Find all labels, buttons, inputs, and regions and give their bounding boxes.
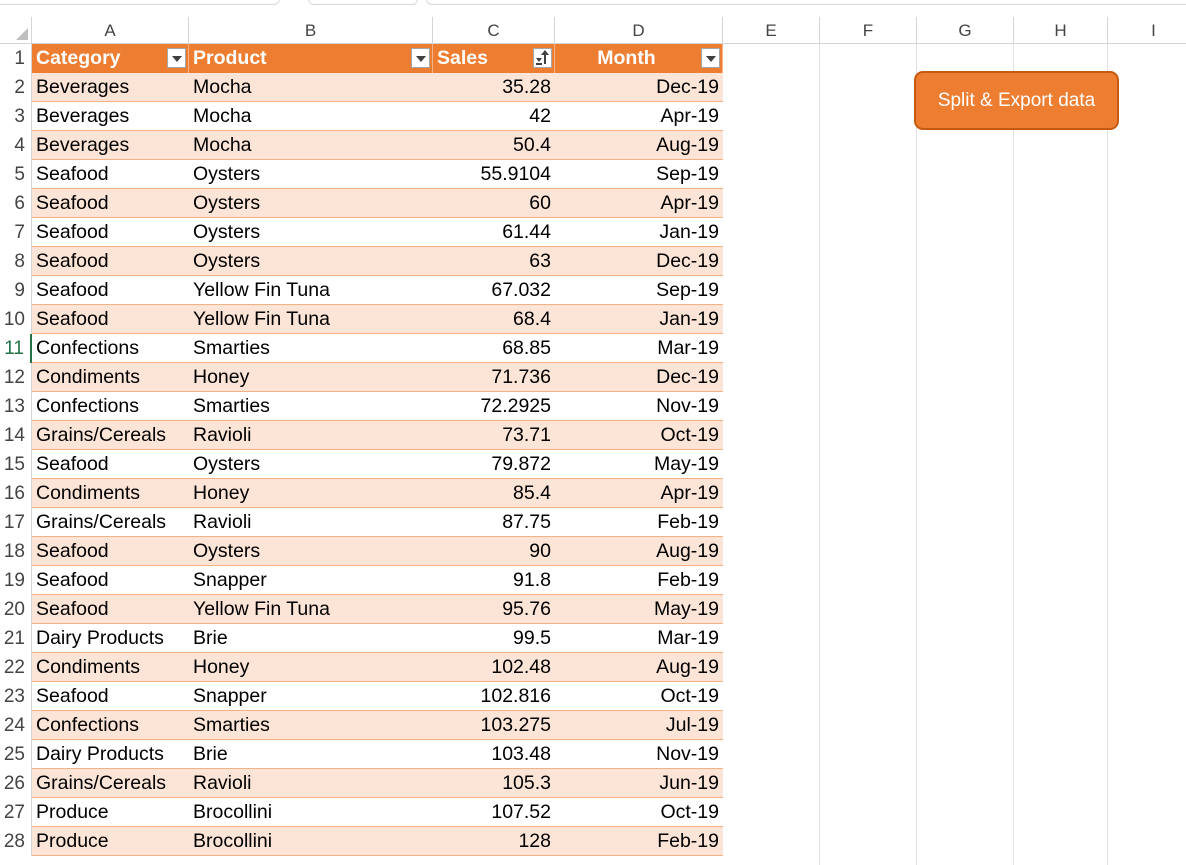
cell-category[interactable]: Beverages — [32, 102, 189, 131]
cell-month[interactable]: Sep-19 — [555, 276, 723, 305]
cell-category[interactable]: Seafood — [32, 450, 189, 479]
cell-product[interactable]: Yellow Fin Tuna — [189, 595, 433, 624]
column-header-e[interactable]: E — [723, 17, 820, 44]
cell-product[interactable]: Oysters — [189, 450, 433, 479]
formula-buttons[interactable] — [308, 0, 418, 5]
header-cell-product[interactable] — [189, 44, 433, 73]
row-header[interactable]: 22 — [0, 653, 32, 682]
cell-sales[interactable]: 55.9104 — [433, 160, 555, 189]
row-header[interactable]: 27 — [0, 798, 32, 827]
cell-sales[interactable]: 91.8 — [433, 566, 555, 595]
cell-month[interactable]: Jul-19 — [555, 711, 723, 740]
cell-category[interactable]: Seafood — [32, 247, 189, 276]
cell-month[interactable]: Apr-19 — [555, 479, 723, 508]
cell-category[interactable]: Seafood — [32, 218, 189, 247]
cell-month[interactable]: Jun-19 — [555, 769, 723, 798]
cell-sales[interactable]: 61.44 — [433, 218, 555, 247]
gridline — [1013, 44, 1014, 865]
row-header[interactable]: 1 — [0, 44, 32, 73]
row-header[interactable]: 7 — [0, 218, 32, 247]
formula-bar[interactable] — [426, 0, 1186, 5]
cell-month[interactable]: Aug-19 — [555, 653, 723, 682]
row-header[interactable]: 26 — [0, 769, 32, 798]
cell-sales[interactable]: 68.85 — [433, 334, 555, 363]
cell-category[interactable]: Grains/Cereals — [32, 421, 189, 450]
cell-month[interactable]: Mar-19 — [555, 624, 723, 653]
cell-product[interactable]: Ravioli — [189, 421, 433, 450]
cell-month[interactable]: May-19 — [555, 595, 723, 624]
row-header[interactable]: 11 — [0, 334, 32, 363]
cell-product[interactable]: Smarties — [189, 711, 433, 740]
cell-sales[interactable]: 95.76 — [433, 595, 555, 624]
row-header[interactable]: 18 — [0, 537, 32, 566]
cell-product[interactable]: Ravioli — [189, 508, 433, 537]
row-header[interactable]: 15 — [0, 450, 32, 479]
cell-month[interactable]: Jan-19 — [555, 305, 723, 334]
cell-sales[interactable]: 102.816 — [433, 682, 555, 711]
cell-category[interactable]: Condiments — [32, 653, 189, 682]
cell-sales[interactable]: 63 — [433, 247, 555, 276]
cell-category[interactable]: Beverages — [32, 131, 189, 160]
cell-category[interactable]: Dairy Products — [32, 624, 189, 653]
cell-month[interactable]: Dec-19 — [555, 363, 723, 392]
cell-category[interactable]: Condiments — [32, 479, 189, 508]
filter-dropdown-icon[interactable] — [411, 48, 430, 68]
row-header[interactable]: 5 — [0, 160, 32, 189]
row-header[interactable]: 20 — [0, 595, 32, 624]
cell-product[interactable]: Smarties — [189, 392, 433, 421]
cell-category[interactable]: Produce — [32, 827, 189, 856]
row-header[interactable]: 21 — [0, 624, 32, 653]
cell-month[interactable]: Feb-19 — [555, 566, 723, 595]
cell-sales[interactable]: 50.4 — [433, 131, 555, 160]
cell-product[interactable]: Yellow Fin Tuna — [189, 305, 433, 334]
cell-category[interactable]: Seafood — [32, 537, 189, 566]
row-header[interactable]: 12 — [0, 363, 32, 392]
cell-product[interactable]: Honey — [189, 479, 433, 508]
cell-product[interactable]: Honey — [189, 653, 433, 682]
column-header-h[interactable]: H — [1014, 17, 1108, 44]
cell-category[interactable]: Seafood — [32, 305, 189, 334]
header-label-sales: Sales — [437, 47, 488, 69]
cell-category[interactable]: Produce — [32, 798, 189, 827]
cell-sales[interactable]: 128 — [433, 827, 555, 856]
row-header[interactable]: 23 — [0, 682, 32, 711]
cell-category[interactable]: Seafood — [32, 189, 189, 218]
cell-product[interactable]: Mocha — [189, 73, 433, 102]
row-header[interactable]: 6 — [0, 189, 32, 218]
row-header[interactable]: 24 — [0, 711, 32, 740]
select-all-icon — [16, 28, 28, 40]
cell-sales[interactable]: 68.4 — [433, 305, 555, 334]
cell-product[interactable]: Brocollini — [189, 798, 433, 827]
cell-month[interactable]: Dec-19 — [555, 247, 723, 276]
cell-category[interactable]: Confections — [32, 392, 189, 421]
cell-month[interactable]: Nov-19 — [555, 740, 723, 769]
cell-product[interactable]: Mocha — [189, 102, 433, 131]
cell-month[interactable]: May-19 — [555, 450, 723, 479]
select-all-corner[interactable] — [0, 17, 32, 44]
row-header[interactable]: 14 — [0, 421, 32, 450]
cell-month[interactable]: Dec-19 — [555, 73, 723, 102]
cell-sales[interactable]: 107.52 — [433, 798, 555, 827]
cell-month[interactable]: Aug-19 — [555, 131, 723, 160]
column-header-g[interactable]: G — [917, 17, 1014, 44]
cell-product[interactable]: Oysters — [189, 247, 433, 276]
cell-month[interactable]: Apr-19 — [555, 102, 723, 131]
column-header-d[interactable]: D — [555, 17, 723, 44]
cell-product[interactable]: Oysters — [189, 160, 433, 189]
cell-product[interactable]: Oysters — [189, 537, 433, 566]
cell-month[interactable]: Jan-19 — [555, 218, 723, 247]
cell-product[interactable]: Mocha — [189, 131, 433, 160]
cell-month[interactable]: Nov-19 — [555, 392, 723, 421]
cell-sales[interactable]: 90 — [433, 537, 555, 566]
cell-sales[interactable]: 71.736 — [433, 363, 555, 392]
filter-dropdown-icon[interactable] — [167, 48, 186, 68]
cell-sales[interactable]: 85.4 — [433, 479, 555, 508]
cell-month[interactable]: Apr-19 — [555, 189, 723, 218]
cell-month[interactable]: Oct-19 — [555, 798, 723, 827]
cell-product[interactable]: Brocollini — [189, 827, 433, 856]
cell-product[interactable]: Yellow Fin Tuna — [189, 276, 433, 305]
cell-category[interactable]: Seafood — [32, 160, 189, 189]
cell-month[interactable]: Feb-19 — [555, 508, 723, 537]
cell-sales[interactable]: 72.2925 — [433, 392, 555, 421]
cell-sales[interactable]: 87.75 — [433, 508, 555, 537]
row-header[interactable]: 13 — [0, 392, 32, 421]
row-header[interactable]: 8 — [0, 247, 32, 276]
cell-product[interactable]: Snapper — [189, 682, 433, 711]
cell-sales[interactable]: 67.032 — [433, 276, 555, 305]
cell-product[interactable]: Honey — [189, 363, 433, 392]
cell-month[interactable]: Sep-19 — [555, 160, 723, 189]
gridline — [916, 44, 917, 865]
header-label-product: Product — [193, 47, 267, 69]
cell-category[interactable]: Confections — [32, 334, 189, 363]
cell-product[interactable]: Oysters — [189, 218, 433, 247]
filter-dropdown-icon[interactable] — [701, 48, 720, 68]
header-cell-month[interactable] — [555, 44, 723, 73]
cell-product[interactable]: Ravioli — [189, 769, 433, 798]
row-header[interactable]: 28 — [0, 827, 32, 856]
cell-category[interactable]: Condiments — [32, 363, 189, 392]
row-header[interactable]: 3 — [0, 102, 32, 131]
row-header[interactable]: 9 — [0, 276, 32, 305]
column-header-c[interactable]: C — [433, 17, 555, 44]
cell-product[interactable]: Brie — [189, 624, 433, 653]
cell-month[interactable]: Oct-19 — [555, 682, 723, 711]
row-header[interactable]: 25 — [0, 740, 32, 769]
cell-product[interactable]: Oysters — [189, 189, 433, 218]
name-box[interactable] — [0, 0, 280, 5]
row-header[interactable]: 19 — [0, 566, 32, 595]
cell-category[interactable]: Dairy Products — [32, 740, 189, 769]
cell-product[interactable]: Brie — [189, 740, 433, 769]
row-header[interactable]: 17 — [0, 508, 32, 537]
cell-sales[interactable]: 103.48 — [433, 740, 555, 769]
cell-category[interactable]: Seafood — [32, 566, 189, 595]
cell-category[interactable]: Seafood — [32, 682, 189, 711]
cell-category[interactable]: Beverages — [32, 73, 189, 102]
cell-category[interactable]: Seafood — [32, 276, 189, 305]
cell-sales[interactable]: 73.71 — [433, 421, 555, 450]
cell-sales[interactable]: 105.3 — [433, 769, 555, 798]
cell-month[interactable]: Aug-19 — [555, 537, 723, 566]
column-header-a[interactable]: A — [32, 17, 189, 44]
cell-category[interactable]: Grains/Cereals — [32, 508, 189, 537]
cell-month[interactable]: Feb-19 — [555, 827, 723, 856]
formula-area-edge — [0, 0, 1186, 18]
cell-category[interactable]: Seafood — [32, 595, 189, 624]
cell-month[interactable]: Oct-19 — [555, 421, 723, 450]
header-label-month: Month — [597, 47, 656, 69]
column-header-b[interactable]: B — [189, 17, 433, 44]
cell-sales[interactable]: 102.48 — [433, 653, 555, 682]
cell-sales[interactable]: 103.275 — [433, 711, 555, 740]
row-header[interactable]: 10 — [0, 305, 32, 334]
header-label-category: Category — [36, 47, 121, 69]
split-export-button[interactable]: Split & Export data — [914, 71, 1119, 130]
cell-sales[interactable]: 42 — [433, 102, 555, 131]
cell-sales[interactable]: 99.5 — [433, 624, 555, 653]
cell-sales[interactable]: 35.28 — [433, 73, 555, 102]
cell-sales[interactable]: 60 — [433, 189, 555, 218]
gridline — [1107, 44, 1108, 865]
row-header[interactable]: 4 — [0, 131, 32, 160]
cell-sales[interactable]: 79.872 — [433, 450, 555, 479]
header-cell-category[interactable] — [32, 44, 189, 73]
column-header-i[interactable]: I — [1108, 17, 1186, 44]
cell-product[interactable]: Smarties — [189, 334, 433, 363]
cell-month[interactable]: Mar-19 — [555, 334, 723, 363]
column-header-f[interactable]: F — [820, 17, 917, 44]
sort-filter-dropdown-icon[interactable] — [533, 48, 552, 68]
row-header[interactable]: 2 — [0, 73, 32, 102]
row-header[interactable]: 16 — [0, 479, 32, 508]
cell-product[interactable]: Snapper — [189, 566, 433, 595]
cell-category[interactable]: Confections — [32, 711, 189, 740]
gridline — [819, 44, 820, 865]
cell-category[interactable]: Grains/Cereals — [32, 769, 189, 798]
